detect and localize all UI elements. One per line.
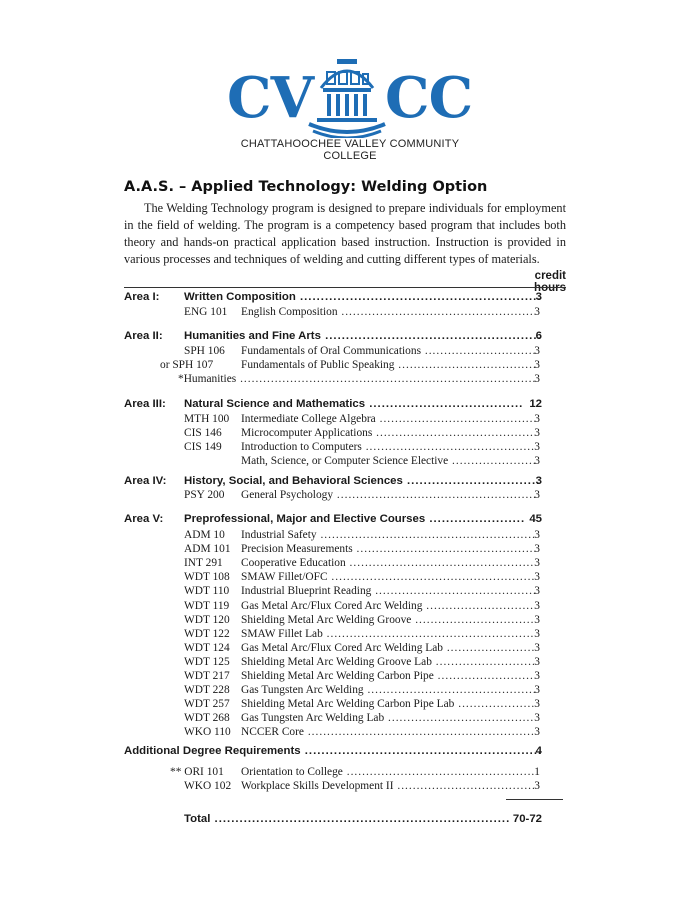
course-title: Workplace Skills Development II ..... xyxy=(241,779,535,794)
course-hours: 3 xyxy=(534,306,540,318)
rotunda-icon xyxy=(307,50,387,138)
course-code: SPH 106 xyxy=(184,345,225,357)
course-hours: 3 xyxy=(534,684,540,696)
course-title: Industrial Blueprint Reading ..... xyxy=(241,584,535,599)
course-row xyxy=(0,683,700,698)
course-code: WDT 122 xyxy=(184,628,230,640)
course-hours: 3 xyxy=(534,489,540,501)
area-label: Area III: xyxy=(124,398,166,410)
course-hours: 3 xyxy=(534,642,540,654)
course-code: INT 291 xyxy=(184,557,223,569)
total-label: Total ..... xyxy=(184,812,510,827)
course-code: WDT 124 xyxy=(184,642,230,654)
course-row xyxy=(0,556,700,571)
course-hours: 3 xyxy=(534,585,540,597)
course-title: Introduction to Computers ..... xyxy=(241,440,535,455)
course-row xyxy=(0,725,700,740)
course-title: Precision Measurements ..... xyxy=(241,542,535,557)
course-title: Shielding Metal Arc Welding Carbon Pipe ..... xyxy=(241,669,535,684)
total-row xyxy=(0,812,700,827)
course-row xyxy=(0,570,700,585)
header-divider xyxy=(124,287,566,288)
area-hours: 3 xyxy=(535,475,542,487)
area-row xyxy=(0,290,700,305)
course-hours: 3 xyxy=(534,413,540,425)
course-title: Cooperative Education ..... xyxy=(241,556,535,571)
course-row xyxy=(0,440,700,455)
course-row xyxy=(0,584,700,599)
course-row xyxy=(0,372,700,387)
course-title: Intermediate College Algebra ..... xyxy=(241,412,535,427)
credit-hours-header: credit hours xyxy=(534,270,566,294)
course-row xyxy=(0,627,700,642)
course-row xyxy=(0,613,700,628)
total-hours: 70-72 xyxy=(512,813,542,825)
course-title: Orientation to College ..... xyxy=(241,765,535,780)
course-code: ADM 10 xyxy=(184,529,225,541)
course-row xyxy=(0,711,700,726)
area-label: Area IV: xyxy=(124,475,167,487)
course-title: Microcomputer Applications ..... xyxy=(241,426,535,441)
course-hours: 3 xyxy=(534,726,540,738)
course-title: *Humanities ..... xyxy=(178,372,535,387)
course-hours: 3 xyxy=(534,780,540,792)
course-code: PSY 200 xyxy=(184,489,225,501)
area-heading: Written Composition ..... xyxy=(184,290,540,305)
logo-cv: CV xyxy=(227,65,314,131)
additional-row xyxy=(0,744,700,759)
course-code: ADM 101 xyxy=(184,543,231,555)
course-hours: 3 xyxy=(534,712,540,724)
course-title: Shielding Metal Arc Welding Carbon Pipe Lab ..... xyxy=(241,697,535,712)
area-row xyxy=(0,474,700,489)
course-code: CIS 146 xyxy=(184,427,222,439)
area-label: Area I: xyxy=(124,291,160,303)
area-row xyxy=(0,512,700,527)
course-row xyxy=(0,641,700,656)
college-logo xyxy=(225,50,475,160)
additional-heading: Additional Degree Requirements ..... xyxy=(124,744,540,759)
course-row xyxy=(0,655,700,670)
course-code: WDT 268 xyxy=(184,712,230,724)
area-hours: 6 xyxy=(535,330,542,342)
area-hours: 12 xyxy=(529,398,542,410)
course-title: Gas Metal Arc/Flux Cored Arc Welding Lab ..... xyxy=(241,641,535,656)
area-heading: Natural Science and Mathematics ..... xyxy=(184,397,524,412)
course-title: Gas Tungsten Arc Welding Lab ..... xyxy=(241,711,535,726)
course-code: ENG 101 xyxy=(184,306,228,318)
course-hours: 3 xyxy=(534,656,540,668)
course-hours: 1 xyxy=(534,766,540,778)
course-title: Shielding Metal Arc Welding Groove Lab ..... xyxy=(241,655,535,670)
course-hours: 3 xyxy=(534,571,540,583)
course-row xyxy=(0,779,700,794)
course-hours: 3 xyxy=(534,359,540,371)
course-hours: 3 xyxy=(534,614,540,626)
course-row xyxy=(0,765,700,780)
area-row xyxy=(0,329,700,344)
course-title: NCCER Core ..... xyxy=(241,725,535,740)
course-row xyxy=(0,488,700,503)
course-title: SMAW Fillet/OFC ..... xyxy=(241,570,535,585)
course-code: WDT 120 xyxy=(184,614,230,626)
course-code: WDT 257 xyxy=(184,698,230,710)
course-title: Industrial Safety ..... xyxy=(241,528,535,543)
course-code: WKO 102 xyxy=(184,780,232,792)
course-row xyxy=(0,305,700,320)
course-code: WDT 108 xyxy=(184,571,230,583)
course-title: Gas Metal Arc/Flux Cored Arc Welding ..... xyxy=(241,599,535,614)
course-code: ** ORI 101 xyxy=(170,766,224,778)
college-name: CHATTAHOOCHEE VALLEY COMMUNITY COLLEGE xyxy=(240,138,460,162)
area-heading: History, Social, and Behavioral Sciences ..... xyxy=(184,474,540,489)
course-row xyxy=(0,358,700,373)
area-heading: Preprofessional, Major and Elective Courses ..... xyxy=(184,512,524,527)
course-row xyxy=(0,344,700,359)
course-code: WDT 119 xyxy=(184,600,230,612)
subtotal-rule xyxy=(506,799,563,800)
course-code: MTH 100 xyxy=(184,413,230,425)
area-label: Area V: xyxy=(124,513,164,525)
course-title: Shielding Metal Arc Welding Groove ..... xyxy=(241,613,535,628)
course-title: Math, Science, or Computer Science Elective ..... xyxy=(241,454,535,469)
course-title: Fundamentals of Public Speaking ..... xyxy=(241,358,535,373)
course-hours: 3 xyxy=(534,529,540,541)
course-row xyxy=(0,599,700,614)
course-hours: 3 xyxy=(534,698,540,710)
program-title: A.A.S. – Applied Technology: Welding Option xyxy=(124,179,488,195)
course-hours: 3 xyxy=(534,628,540,640)
course-title: Gas Tungsten Arc Welding ..... xyxy=(241,683,535,698)
course-code: or SPH 107 xyxy=(160,359,214,371)
course-row xyxy=(0,528,700,543)
course-row xyxy=(0,412,700,427)
course-code: WDT 110 xyxy=(184,585,230,597)
course-hours: 3 xyxy=(534,441,540,453)
course-hours: 3 xyxy=(534,345,540,357)
course-hours: 3 xyxy=(534,543,540,555)
area-label: Area II: xyxy=(124,330,163,342)
course-hours: 3 xyxy=(534,557,540,569)
course-row xyxy=(0,669,700,684)
course-row xyxy=(0,697,700,712)
additional-hours: 4 xyxy=(535,745,542,757)
course-row xyxy=(0,454,700,469)
area-hours: 3 xyxy=(535,291,542,303)
course-title: SMAW Fillet Lab ..... xyxy=(241,627,535,642)
area-row xyxy=(0,397,700,412)
course-code: WDT 217 xyxy=(184,670,230,682)
area-hours: 45 xyxy=(529,513,542,525)
course-row xyxy=(0,542,700,557)
course-code: WDT 228 xyxy=(184,684,230,696)
course-hours: 3 xyxy=(534,373,540,385)
logo-cc: CC xyxy=(385,65,473,131)
course-hours: 3 xyxy=(534,600,540,612)
course-title: Fundamentals of Oral Communications ..... xyxy=(241,344,535,359)
course-code: WDT 125 xyxy=(184,656,230,668)
course-hours: 3 xyxy=(534,670,540,682)
course-hours: 3 xyxy=(534,455,540,467)
course-hours: 3 xyxy=(534,427,540,439)
course-code: CIS 149 xyxy=(184,441,222,453)
course-title: General Psychology ..... xyxy=(241,488,535,503)
program-description: The Welding Technology program is designed to prepare individuals for employment in the field of welding. The program is a competency based program that includes both theory and hands-on practical application based instruction. Instruction is provided in various processes and techniques of welding and cutting different types of materials. xyxy=(124,201,566,266)
course-title: English Composition ..... xyxy=(241,305,535,320)
course-code: WKO 110 xyxy=(184,726,231,738)
area-heading: Humanities and Fine Arts ..... xyxy=(184,329,540,344)
course-row xyxy=(0,426,700,441)
